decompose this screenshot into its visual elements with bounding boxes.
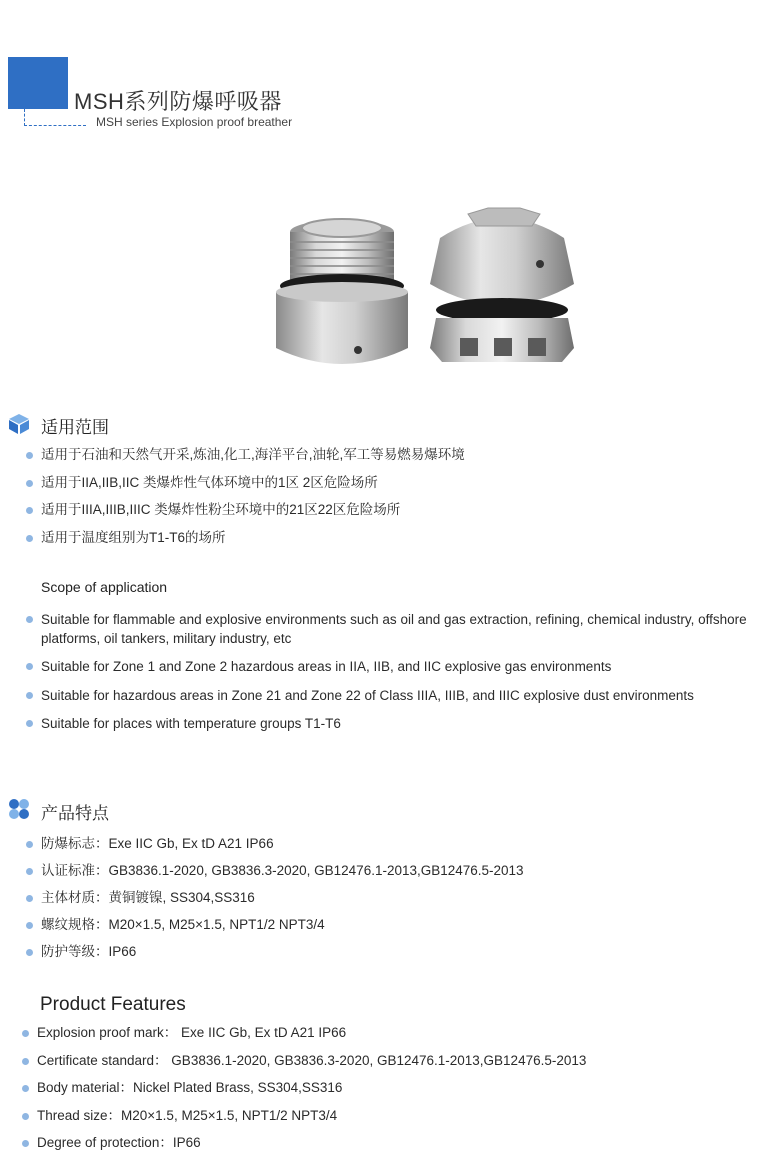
list-item: 防护等级：IP66 [22, 943, 524, 970]
cube-icon [8, 413, 30, 435]
list-item: Suitable for Zone 1 and Zone 2 hazardous areas in IIA, IIB, and IIC explosive gas environments [22, 657, 756, 676]
list-item: 主体材质：黄铜镀镍, SS304,SS316 [22, 889, 524, 916]
list-item: 认证标准：GB3836.1-2020, GB3836.3-2020, GB12476.1-2013,GB12476.5-2013 [22, 862, 524, 889]
header-dash-vertical [24, 109, 25, 126]
header-accent-block [8, 57, 68, 109]
list-item: Suitable for flammable and explosive environments such as oil and gas extraction, refining, chemical industry, offshore platforms, oil tankers, military industry, etc [22, 610, 756, 648]
features-title-cn: 产品特点 [41, 804, 109, 823]
application-list-cn [22, 446, 465, 556]
list-item: Body material：Nickel Plated Brass, SS304,SS316 [18, 1079, 586, 1107]
features-list-en [18, 1024, 586, 1162]
application-list-en [22, 610, 756, 742]
list-item: 螺纹规格：M20×1.5, M25×1.5, NPT1/2 NPT3/4 [22, 916, 524, 943]
application-title-cn: 适用范围 [41, 418, 109, 437]
list-item: 适用于温度组别为T1-T6的场所 [22, 529, 465, 557]
list-item: Explosion proof mark： Exe IIC Gb, Ex tD A21 IP66 [18, 1024, 586, 1052]
list-item: Certificate standard： GB3836.1-2020, GB3836.3-2020, GB12476.1-2013,GB12476.5-2013 [18, 1052, 586, 1080]
product-image [262, 198, 582, 388]
page-title: MSH系列防爆呼吸器 [74, 89, 282, 114]
header-dash-horizontal [24, 125, 86, 126]
features-title-en: Product Features [40, 994, 186, 1015]
list-item: Degree of protection：IP66 [18, 1134, 586, 1162]
clover-icon [8, 798, 30, 820]
list-item: 适用于IIA,IIB,IIC 类爆炸性气体环境中的1区 2区危险场所 [22, 474, 465, 502]
list-item: 适用于IIIA,IIIB,IIIC 类爆炸性粉尘环境中的21区22区危险场所 [22, 501, 465, 529]
features-list-cn [22, 835, 524, 970]
list-item: 适用于石油和天然气开采,炼油,化工,海洋平台,油轮,军工等易燃易爆环境 [22, 446, 465, 474]
page-subtitle: MSH series Explosion proof breather [96, 115, 293, 129]
list-item: 防爆标志：Exe IIC Gb, Ex tD A21 IP66 [22, 835, 524, 862]
list-item: Suitable for places with temperature groups T1-T6 [22, 714, 756, 733]
list-item: Suitable for hazardous areas in Zone 21 and Zone 22 of Class IIIA, IIIB, and IIIC explosive dust environments [22, 686, 756, 705]
application-title-en: Scope of application [41, 579, 168, 595]
list-item: Thread size：M20×1.5, M25×1.5, NPT1/2 NPT3/4 [18, 1107, 586, 1135]
